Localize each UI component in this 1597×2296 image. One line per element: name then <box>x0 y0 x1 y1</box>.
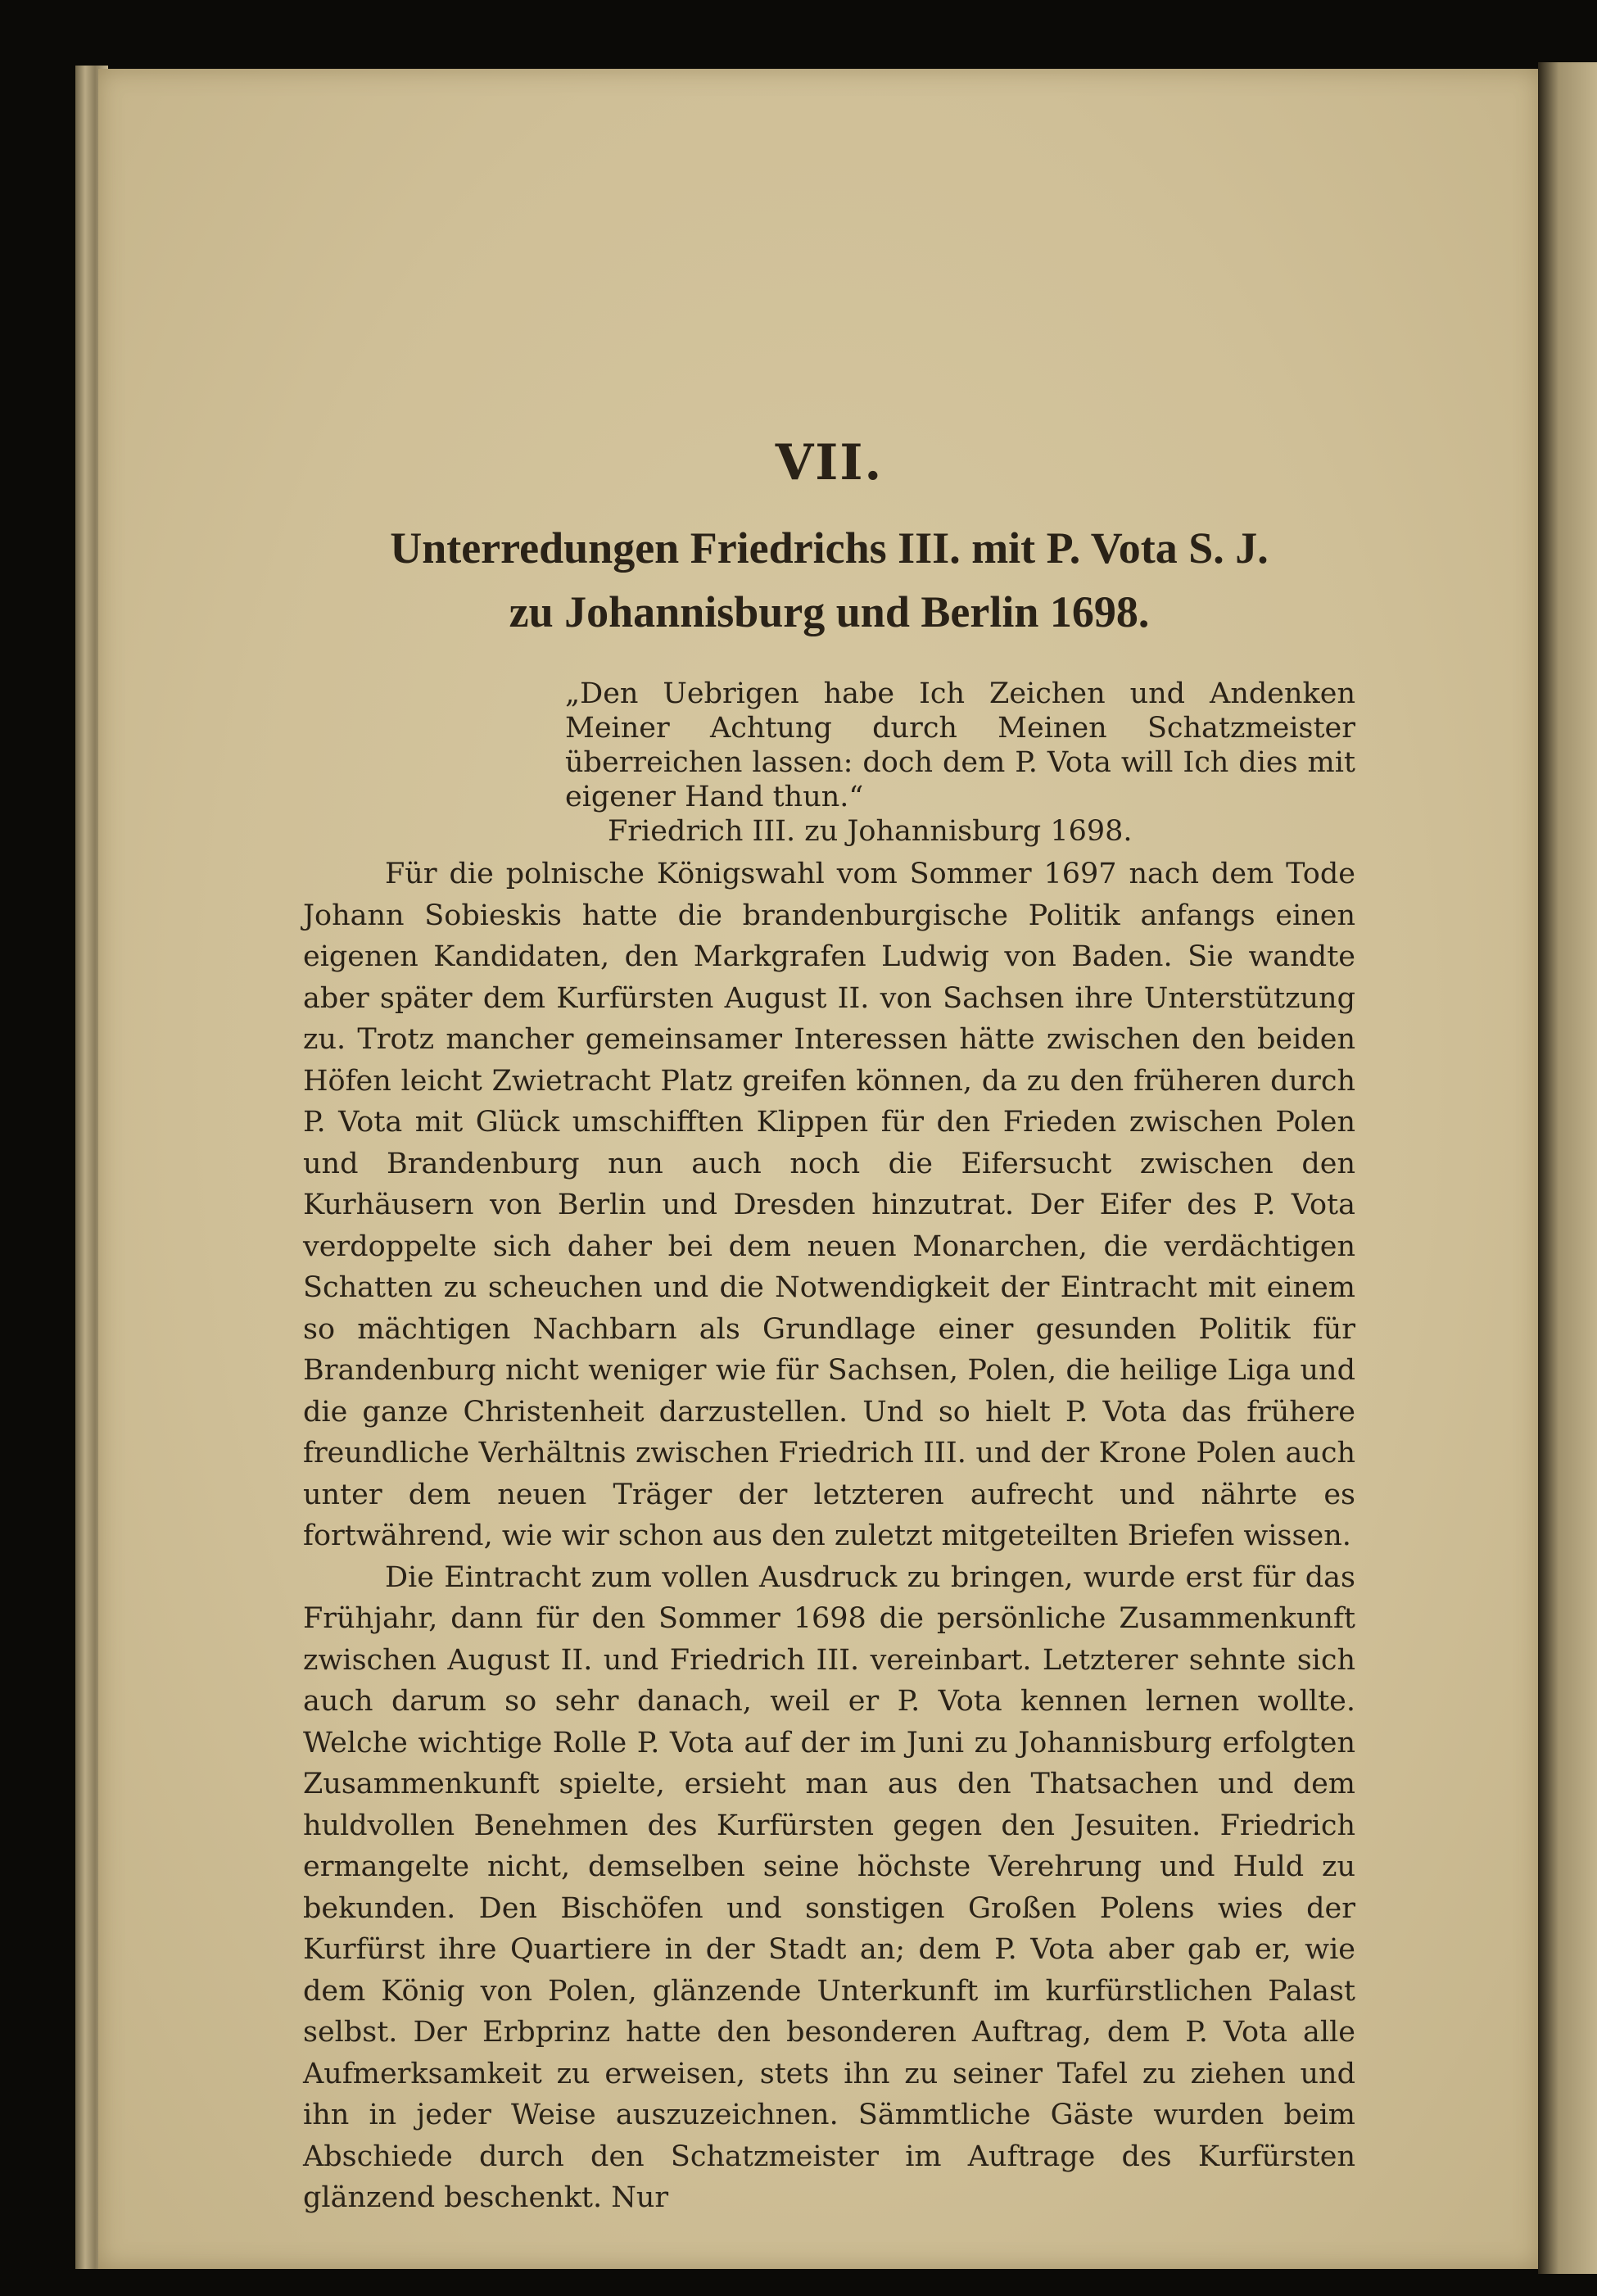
page-text <box>303 434 1355 2219</box>
chapter-title-line-1: Unterredungen Friedrichs III. mit P. Vota S. J. <box>390 523 1269 573</box>
facing-page-edge <box>1538 62 1597 2274</box>
epigraph <box>565 677 1355 849</box>
epigraph-quote: „Den Uebrigen habe Ich Zeichen und Andenken Meiner Achtung durch Meinen Schatzmeister überreichen lassen: doch dem P. Vota will Ich dies mit eigener Hand thun.“ <box>565 677 1355 813</box>
chapter-title <box>303 516 1355 644</box>
epigraph-source: Friedrich III. zu Johannisburg 1698. <box>608 815 1133 848</box>
chapter-title-line-2: zu Johannisburg und Berlin 1698. <box>509 587 1150 636</box>
paragraph-1: Für die polnische Königswahl vom Sommer 1697 nach dem Tode Johann Sobieskis hatte die brandenburgische Politik anfangs einen eigenen Kandidaten, den Markgrafen Ludwig von Baden. Sie wandte aber später dem Kurfürsten August II. von Sachsen ihre Unterstützung zu. Trotz mancher gemeinsamer Interessen hätte zwischen den beiden Höfen leicht Zwietracht Platz greifen können, da zu den früheren durch P. Vota mit Glück umschifften Klippen für den Frieden zwischen Polen und Brandenburg nun auch noch die Eifersucht zwischen den Kurhäusern von Berlin und Dresden hinzutrat. Der Eifer des P. Vota verdoppelte sich daher bei dem neuen Monarchen, die verdächtigen Schatten zu scheuchen und die Notwendigkeit der Eintracht mit einem so mächtigen Nachbarn als Grundlage einer gesunden Politik für Brandenburg nicht weniger wie für Sachsen, Polen, die heilige Liga und die ganze Christenheit darzustellen. Und so hielt P. Vota das frühere freundliche Verhältnis zwischen Friedrich III. und der Krone Polen auch unter dem neuen Träger der letzteren aufrecht und nährte es fortwährend, wie wir schon aus den zuletzt mitgeteilten Briefen wissen. <box>303 858 1355 1552</box>
paragraph-2: Die Eintracht zum vollen Ausdruck zu bringen, wurde erst für das Frühjahr, dann für den Sommer 1698 die persönliche Zusammenkunft zwischen August II. und Friedrich III. vereinbart. Letzterer sehnte sich auch darum so sehr danach, weil er P. Vota kennen lernen wollte. Welche wichtige Rolle P. Vota auf der im Juni zu Johannisburg erfolgten Zusammenkunft spielte, ersieht man aus den Thatsachen und dem huldvollen Benehmen des Kurfürsten gegen den Jesuiten. Friedrich ermangelte nicht, demselben seine höchste Verehrung und Huld zu bekunden. Den Bischöfen und sonstigen Großen Polens wies der Kurfürst ihre Quartiere in der Stadt an; dem P. Vota aber gab er, wie dem König von Polen, glänzende Unterkunft im kurfürstlichen Palast selbst. Der Erbprinz hatte den besonderen Auftrag, dem P. Vota alle Aufmerksamkeit zu erweisen, stets ihn zu seiner Tafel zu ziehen und ihn in jeder Weise auszuzeichnen. Sämmtliche Gäste wurden beim Abschiede durch den Schatzmeister im Auftrage des Kurfürsten glänzend beschenkt. Nur <box>303 1560 1355 2214</box>
chapter-number: VII. <box>775 434 884 491</box>
